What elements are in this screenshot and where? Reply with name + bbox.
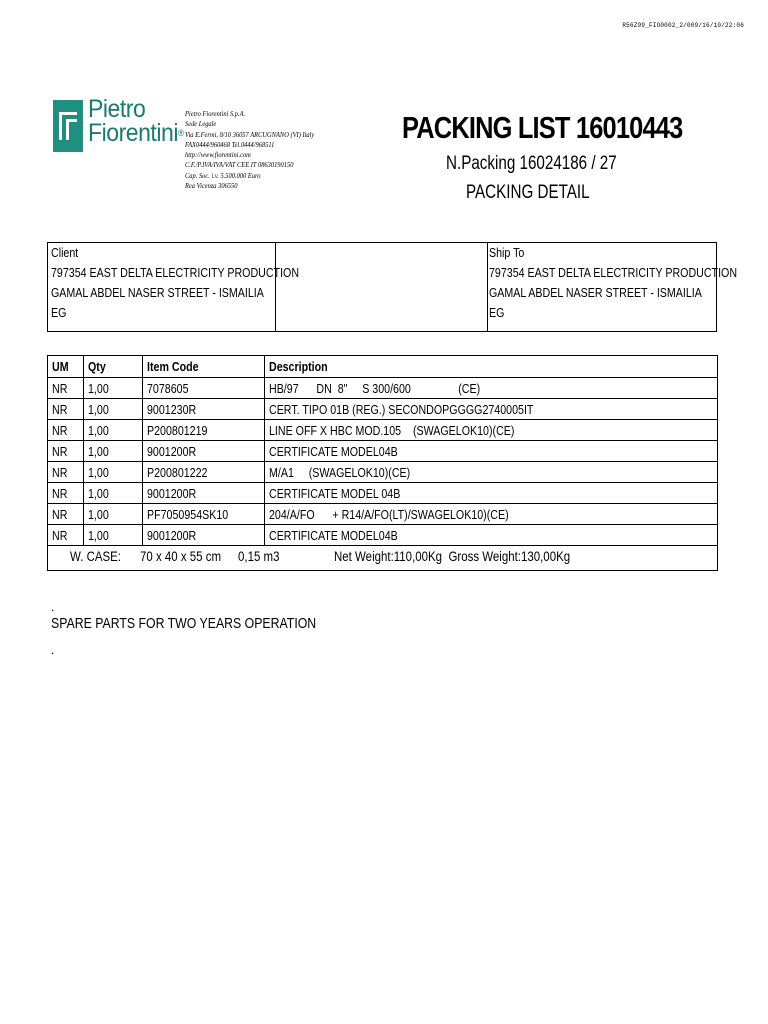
company-line: Pietro Fiorentini S.p.A.: [185, 110, 246, 118]
cell-qty: 1,00: [84, 420, 143, 441]
ship-to-country: EG: [489, 305, 505, 320]
cell-um: NR: [48, 399, 84, 420]
items-table: [47, 355, 718, 546]
document-reference: R56Z99_FIO0002_2/009/16/10/22:06: [622, 22, 744, 29]
cell-qty: 1,00: [84, 378, 143, 399]
client-street: GAMAL ABDEL NASER STREET - ISMAILIA: [51, 285, 264, 300]
case-label: W. CASE:: [70, 548, 122, 564]
ship-to-label: Ship To: [489, 245, 525, 260]
note-marker: .: [51, 643, 55, 657]
cell-item-code: P200801219: [143, 420, 265, 441]
case-weights: Net Weight:110,00Kg Gross Weight:130,00Kg: [334, 548, 571, 564]
logo-mark-icon: [53, 100, 83, 152]
column-um: UM: [48, 356, 84, 378]
packing-detail-subtitle: PACKING DETAIL: [466, 182, 590, 203]
cell-description: CERT. TIPO 01B (REG.) SECONDOPGGGG2740005IT: [265, 399, 718, 420]
client-address: [48, 243, 300, 331]
client-country: EG: [51, 305, 67, 320]
cell-description: 204/A/FO + R14/A/FO(LT)/SWAGELOK10)(CE): [265, 504, 718, 525]
cell-description: LINE OFF X HBC MOD.105 (SWAGELOK10)(CE): [265, 420, 718, 441]
cell-description: HB/97 DN 8" S 300/600 (CE): [265, 378, 718, 399]
cell-um: NR: [48, 462, 84, 483]
table-header-row: [48, 356, 718, 378]
table-row: [48, 420, 718, 441]
table-row: [48, 483, 718, 504]
logo-registered-mark: ®: [178, 128, 184, 138]
column-description: Description: [265, 356, 718, 378]
cell-item-code: 9001200R: [143, 441, 265, 462]
cell-item-code: 9001200R: [143, 525, 265, 546]
logo-line2: Fiorentini: [88, 119, 179, 147]
client-name: 797354 EAST DELTA ELECTRICITY PRODUCTION: [51, 265, 300, 280]
cell-item-code: P200801222: [143, 462, 265, 483]
case-summary: [47, 542, 718, 571]
company-line: C.F./P.IVA/IVA/VAT CEE IT 08630190150: [185, 161, 294, 170]
cell-qty: 1,00: [84, 483, 143, 504]
cell-um: NR: [48, 378, 84, 399]
cell-item-code: 9001230R: [143, 399, 265, 420]
ship-to-address: [487, 243, 738, 331]
cell-description: M/A1 (SWAGELOK10)(CE): [265, 462, 718, 483]
ship-to-street: GAMAL ABDEL NASER STREET - ISMAILIA: [489, 285, 702, 300]
company-line: Rea Vicenza 306550: [185, 182, 238, 191]
packing-number: N.Packing 16024186 / 27: [446, 153, 617, 174]
packing-list-title: PACKING LIST 16010443: [402, 110, 683, 145]
case-dimensions: 70 x 40 x 55 cm: [140, 548, 222, 564]
company-line: Cap. Soc. i.v. 5.500.000 Euro: [185, 171, 261, 180]
table-row: [48, 399, 718, 420]
client-label: Client: [51, 245, 79, 260]
company-line: Sede Legale: [185, 120, 217, 129]
cell-um: NR: [48, 441, 84, 462]
cell-item-code: 9001200R: [143, 483, 265, 504]
table-row: [48, 462, 718, 483]
address-spacer: [272, 243, 488, 331]
note-marker: .: [51, 600, 55, 614]
case-volume: 0,15 m3: [238, 548, 280, 564]
cell-qty: 1,00: [84, 462, 143, 483]
cell-um: NR: [48, 525, 84, 546]
ship-to-name: 797354 EAST DELTA ELECTRICITY PRODUCTION: [489, 265, 738, 280]
cell-um: NR: [48, 420, 84, 441]
cell-qty: 1,00: [84, 525, 143, 546]
cell-description: CERTIFICATE MODEL 04B: [265, 483, 718, 504]
column-qty: Qty: [84, 356, 143, 378]
table-row: [48, 441, 718, 462]
cell-qty: 1,00: [84, 504, 143, 525]
logo-line1: Pietro: [88, 95, 146, 123]
company-line: Via E.Fermi, 8/10 36057 ARCUGNANO (VI) Italy: [185, 130, 315, 139]
cell-qty: 1,00: [84, 441, 143, 462]
company-info: [185, 109, 314, 191]
cell-item-code: PF7050954SK10: [143, 504, 265, 525]
logo-wordmark: [88, 97, 184, 145]
table-row: [48, 504, 718, 525]
cell-description: CERTIFICATE MODEL04B: [265, 441, 718, 462]
company-line: http://www.fiorentini.com: [185, 151, 251, 160]
spare-parts-note: SPARE PARTS FOR TWO YEARS OPERATION: [51, 615, 317, 632]
column-item-code: Item Code: [143, 356, 265, 378]
cell-um: NR: [48, 504, 84, 525]
table-row: [48, 378, 718, 399]
cell-um: NR: [48, 483, 84, 504]
company-line: FAX0444/960468 Tel.0444/968511: [185, 140, 275, 149]
cell-item-code: 7078605: [143, 378, 265, 399]
cell-description: CERTIFICATE MODEL04B: [265, 525, 718, 546]
cell-qty: 1,00: [84, 399, 143, 420]
address-block: [47, 242, 738, 332]
